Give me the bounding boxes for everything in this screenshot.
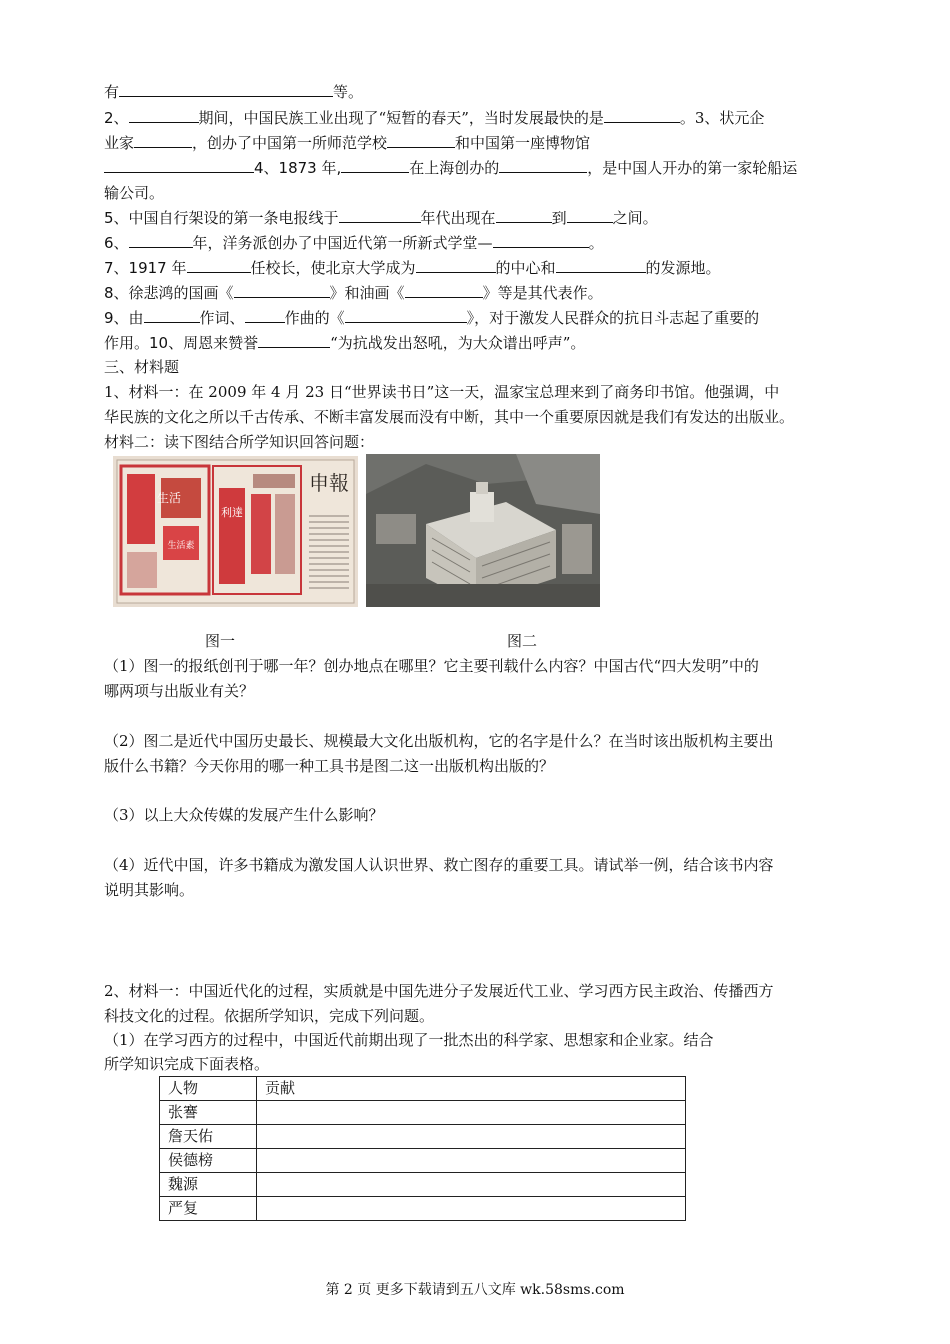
fill-line-2 [104, 106, 864, 131]
answer-blank[interactable] [144, 306, 200, 323]
fill-line-5 [104, 181, 864, 206]
ad-text: 利達 [221, 506, 243, 519]
answer-blank[interactable] [339, 206, 421, 223]
fill-line-6 [104, 206, 864, 231]
question-1-line-1: （1）图一的报纸创刊于哪一年？创办地点在哪里？它主要刊载什么内容？中国古代“四大发明”中的 [104, 657, 759, 675]
text: 年代出现在 [420, 209, 496, 227]
answer-blank[interactable] [341, 156, 409, 173]
text: 的发源地。 [645, 259, 721, 277]
text: 期间，中国民族工业出现了“短暂的春天”，当时发展最快的是 [198, 109, 604, 127]
text: 作词、 [199, 309, 245, 327]
fill-line-10 [104, 306, 864, 331]
text: ，是中国人开办的第一家轮船运 [587, 159, 798, 177]
building-illustration [366, 454, 600, 607]
table-header-cell: 人物 [160, 1077, 257, 1101]
fill-line-8 [104, 256, 864, 281]
table-row [160, 1197, 686, 1221]
fill-line-3 [104, 131, 864, 156]
answer-blank[interactable] [258, 331, 330, 348]
newspaper-masthead: 申報 [309, 471, 349, 495]
text: ，创办了中国第一所师范学校 [192, 134, 388, 152]
answer-blank[interactable] [604, 106, 680, 123]
answer-blank[interactable] [245, 306, 285, 323]
contribution-cell[interactable] [257, 1149, 686, 1173]
answer-blank[interactable] [496, 206, 552, 223]
material-2-line: 材料二：读下图结合所学知识回答问题： [104, 433, 375, 451]
figure-2-caption: 图二 [507, 632, 538, 650]
question-2-line-2: 版什么书籍？今天你用的哪一种工具书是图二这一出版机构出版的？ [104, 757, 555, 775]
text: 输公司。 [104, 184, 165, 202]
figure-1-newspaper-image [113, 456, 358, 607]
part-2-question-1-line-1: （1）在学习西方的过程中，中国近代前期出现了一批杰出的科学家、思想家和企业家。结合 [104, 1031, 714, 1049]
text: 作曲的《 [284, 309, 345, 327]
table-row [160, 1173, 686, 1197]
ad-text: 生活素 [167, 541, 195, 551]
text: 》，对于激发人民群众的抗日斗志起了重要的 [466, 309, 760, 327]
answer-blank[interactable] [387, 131, 455, 148]
answer-blank[interactable] [345, 306, 467, 323]
contribution-table [159, 1076, 686, 1221]
fill-line-7 [104, 231, 864, 256]
answer-blank[interactable] [567, 206, 613, 223]
text: 年，洋务派创办了中国近代第一所新式学堂— [192, 234, 493, 252]
material-1-line-2: 华民族的文化之所以千古传承、不断丰富发展而没有中断，其中一个重要原因就是我们有发达的出版业。 [104, 408, 795, 426]
text: “为抗战发出怒吼，为大众谱出呼声”。 [330, 334, 586, 352]
question-1-line-2: 哪两项与出版业有关？ [104, 682, 255, 700]
ad-text: 生活 [156, 491, 182, 505]
material-1-line-1: 1、材料一：在 2009 年 4 月 23 日“世界读书日”这一天，温家宝总理来到了商务印书馆。他强调，中 [104, 383, 780, 401]
fill-line-9 [104, 281, 864, 306]
question-4-line-2: 说明其影响。 [104, 881, 195, 899]
question-3-line: （3）以上大众传媒的发展产生什么影响？ [104, 806, 384, 824]
table-row [160, 1101, 686, 1125]
question-2-line-1: （2）图二是近代中国历史最长、规模最大文化出版机构，它的名字是什么？在当时该出版机构主要出 [104, 732, 774, 750]
answer-blank[interactable] [416, 256, 496, 273]
answer-blank[interactable] [405, 281, 483, 298]
text: 业家 [104, 134, 135, 152]
answer-blank[interactable] [129, 106, 199, 123]
contribution-cell[interactable] [257, 1101, 686, 1125]
text: 》等是其代表作。 [482, 284, 603, 302]
page-footer: 第 2 页 更多下载请到五八文库 wk.58sms.com [325, 1282, 625, 1298]
text: 9、由 [104, 309, 144, 327]
text: 8、徐悲鸿的国画《 [104, 284, 234, 302]
table-header-cell: 贡献 [257, 1077, 686, 1101]
answer-blank[interactable] [104, 156, 254, 173]
contribution-cell[interactable] [257, 1197, 686, 1221]
text: 之间。 [612, 209, 658, 227]
person-cell: 张謇 [160, 1101, 257, 1125]
text: 任校长，使北京大学成为 [250, 259, 416, 277]
person-cell: 詹天佑 [160, 1125, 257, 1149]
text: 7、1917 年 [104, 259, 187, 277]
answer-blank[interactable] [134, 131, 192, 148]
answer-blank[interactable] [234, 281, 330, 298]
text: 到 [551, 209, 567, 227]
contribution-cell[interactable] [257, 1173, 686, 1197]
text: 等。 [333, 83, 364, 101]
text: 5、中国自行架设的第一条电报线于 [104, 209, 339, 227]
newspaper-illustration [113, 456, 358, 607]
text: 的中心和 [495, 259, 556, 277]
text: 。 [588, 234, 604, 252]
contribution-cell[interactable] [257, 1125, 686, 1149]
fill-line-1 [104, 80, 864, 105]
section-title: 三、材料题 [104, 358, 180, 376]
figure-1-caption: 图一 [205, 632, 236, 650]
text: 在上海创办的 [409, 159, 500, 177]
part-2-line-1: 2、材料一：中国近代化的过程，实质就是中国先进分子发展近代工业、学习西方民主政治、传播西方 [104, 982, 774, 1000]
text: 和中国第一座博物馆 [455, 134, 591, 152]
person-cell: 魏源 [160, 1173, 257, 1197]
part-2-line-2: 科技文化的过程。依据所学知识，完成下列问题。 [104, 1007, 435, 1025]
question-number: 6、 [104, 234, 129, 252]
fill-line-4 [104, 156, 864, 181]
person-cell: 严复 [160, 1197, 257, 1221]
table-header-row [160, 1077, 686, 1101]
text: 有 [104, 83, 120, 101]
text: 作用。10、周恩来赞誉 [104, 334, 259, 352]
answer-blank[interactable] [119, 80, 333, 97]
answer-blank[interactable] [187, 256, 251, 273]
person-cell: 侯德榜 [160, 1149, 257, 1173]
table-row [160, 1125, 686, 1149]
text: 4、1873 年, [254, 159, 342, 177]
answer-blank[interactable] [556, 256, 646, 273]
table-row [160, 1149, 686, 1173]
question-4-line-1: （4）近代中国，许多书籍成为激发国人认识世界、救亡图存的重要工具。请试举一例，结合该书内容 [104, 856, 774, 874]
question-number: 2、 [104, 109, 129, 127]
figure-2-building-image [366, 454, 600, 607]
answer-blank[interactable] [493, 231, 589, 248]
answer-blank[interactable] [129, 231, 193, 248]
text: 》和油画《 [329, 284, 405, 302]
answer-blank[interactable] [499, 156, 587, 173]
fill-line-11 [104, 331, 864, 356]
text: 。3、状元企 [679, 109, 765, 127]
part-2-question-1-line-2: 所学知识完成下面表格。 [104, 1055, 270, 1073]
